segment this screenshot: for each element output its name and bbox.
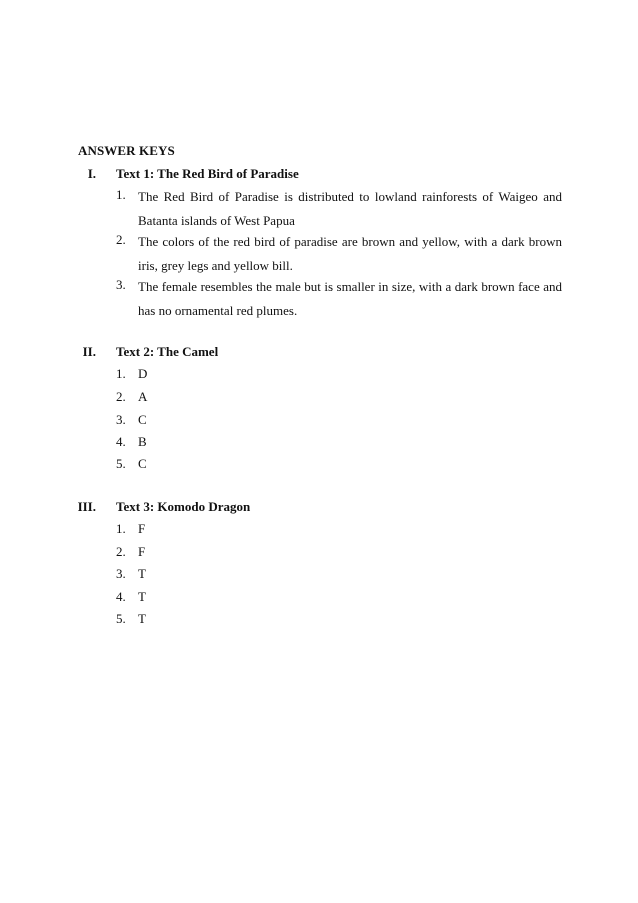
section-3-numeral: III.: [77, 499, 96, 514]
item-number: 3.: [116, 412, 126, 427]
item-text: [138, 185, 562, 233]
item-number: 1.: [116, 366, 126, 381]
item-answer: A: [138, 389, 148, 404]
item-answer: D: [138, 366, 148, 381]
item-line: Batanta islands of West Papua: [138, 213, 295, 228]
item-answer: T: [138, 589, 146, 604]
item-number: 1.: [116, 521, 126, 536]
item-line: The Red Bird of Paradise is distributed to lowland rainforests of Waigeo and: [138, 189, 562, 204]
item-answer: F: [138, 521, 146, 536]
section-1-numeral: I.: [87, 166, 96, 181]
item-answer: C: [138, 456, 147, 471]
item-answer: T: [138, 611, 146, 626]
item-line: has no ornamental red plumes.: [138, 303, 298, 318]
item-number: 2.: [116, 544, 126, 559]
section-1-title: Text 1: The Red Bird of Paradise: [116, 166, 299, 181]
list-item: [116, 230, 562, 278]
item-text: [138, 230, 562, 278]
item-answer: C: [138, 412, 147, 427]
item-number: 2.: [116, 232, 126, 247]
item-text: [138, 275, 562, 323]
section-3-title: Text 3: Komodo Dragon: [116, 499, 251, 514]
item-line: The colors of the red bird of paradise are brown and yellow, with a dark brown: [138, 234, 562, 249]
item-number: 1.: [116, 187, 126, 202]
list-item: [116, 185, 562, 233]
item-number: 3.: [116, 277, 126, 292]
list-item: [116, 275, 562, 323]
section-2-title: Text 2: The Camel: [116, 344, 219, 359]
item-answer: T: [138, 566, 146, 581]
item-number: 5.: [116, 611, 126, 626]
item-answer: B: [138, 434, 147, 449]
section-2-numeral: II.: [82, 344, 96, 359]
item-number: 5.: [116, 456, 126, 471]
item-answer: F: [138, 544, 146, 559]
item-line: The female resembles the male but is smaller in size, with a dark brown face and: [138, 279, 562, 294]
page-heading: ANSWER KEYS: [78, 143, 175, 158]
item-number: 4.: [116, 589, 126, 604]
item-number: 3.: [116, 566, 126, 581]
item-number: 4.: [116, 434, 126, 449]
item-number: 2.: [116, 389, 126, 404]
item-line: iris, grey legs and yellow bill.: [138, 258, 293, 273]
